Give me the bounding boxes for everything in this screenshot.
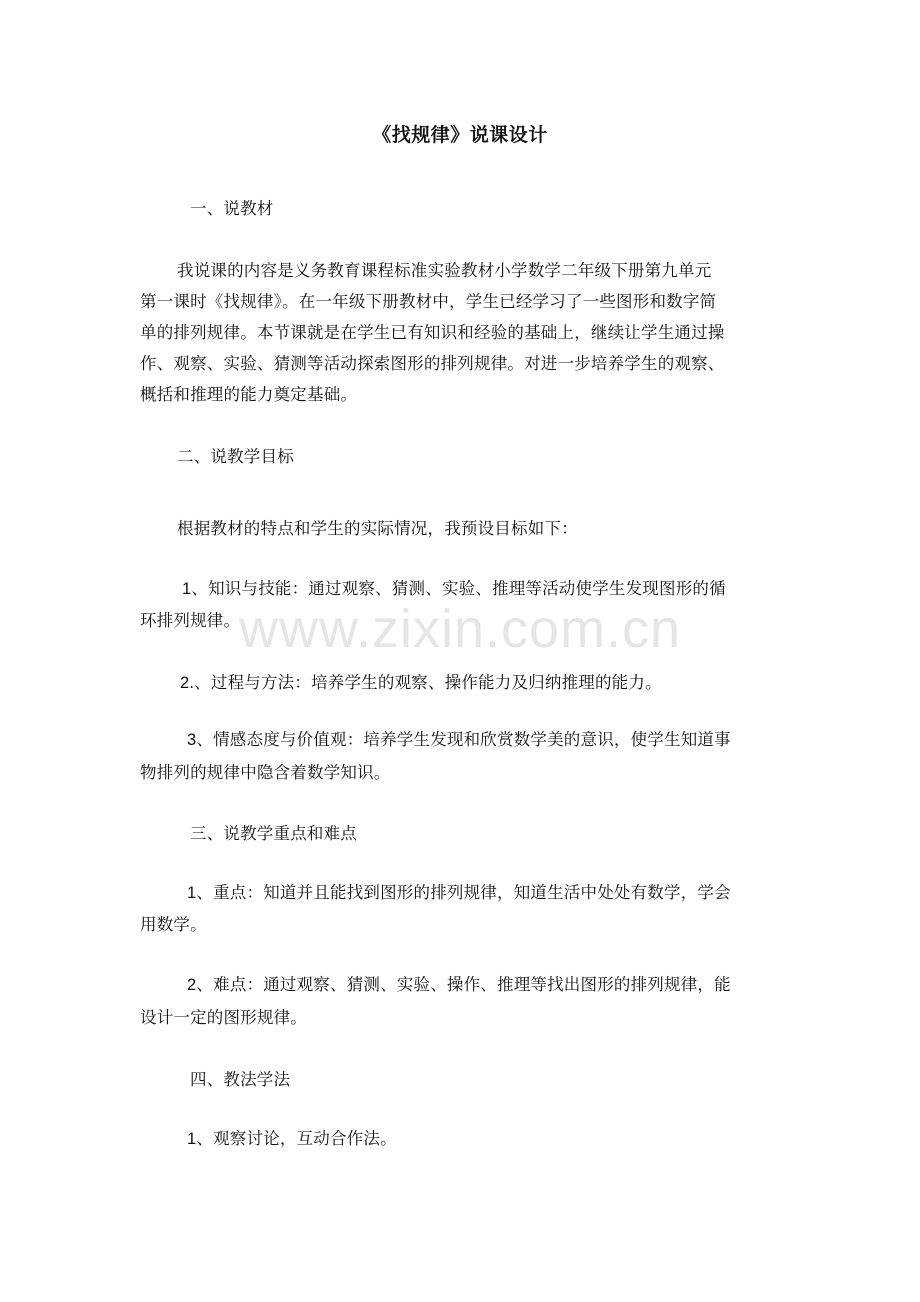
item-text: 、知识与技能：通过观察、猜测、实验、推理等活动使学生发现图形的循 bbox=[191, 579, 726, 598]
key-point-item-2 bbox=[187, 969, 731, 1001]
section-heading-key-points: 三、说教学重点和难点 bbox=[190, 824, 357, 843]
paragraph-line: 作、观察、实验、猜测等活动探索图形的排列规律。对进一步培养学生的观察、 bbox=[140, 354, 725, 373]
paragraph-line: 用数学。 bbox=[140, 915, 207, 934]
item-text: 、过程与方法：培养学生的观察、操作能力及归纳推理的能力。 bbox=[194, 673, 662, 692]
watermark: www.zixin.com.cn bbox=[238, 599, 682, 659]
objective-item-2 bbox=[180, 667, 662, 699]
item-number: 2 bbox=[187, 976, 197, 994]
document-title: 《找规律》说课设计 bbox=[372, 124, 548, 146]
item-number: 1 bbox=[187, 884, 197, 902]
objective-item-1 bbox=[182, 573, 726, 605]
method-item-1 bbox=[187, 1123, 397, 1155]
item-number: 3 bbox=[187, 731, 197, 749]
key-point-item-1 bbox=[187, 877, 731, 909]
item-text: 、情感态度与价值观：培养学生发现和欣赏数学美的意识，使学生知道事 bbox=[196, 730, 731, 749]
section-heading-textbook: 一、说教材 bbox=[190, 199, 274, 218]
item-text: 、观察讨论，互动合作法。 bbox=[196, 1129, 397, 1148]
paragraph-line: 单的排列规律。本节课就是在学生已有知识和经验的基础上，继续让学生通过操 bbox=[140, 323, 725, 342]
objectives-intro: 根据教材的特点和学生的实际情况，我预设目标如下： bbox=[177, 519, 578, 538]
section-heading-objectives: 二、说教学目标 bbox=[177, 447, 294, 466]
paragraph-line: 概括和推理的能力奠定基础。 bbox=[140, 385, 358, 404]
paragraph-line: 物排列的规律中隐含着数学知识。 bbox=[140, 763, 391, 782]
paragraph-line: 环排列规律。 bbox=[140, 611, 241, 630]
section-heading-methods: 四、教法学法 bbox=[190, 1070, 291, 1089]
item-text: 、重点：知道并且能找到图形的排列规律，知道生活中处处有数学，学会 bbox=[196, 883, 731, 902]
item-number: 1 bbox=[187, 1130, 197, 1148]
paragraph-line: 我说课的内容是义务教育课程标准实验教材小学数学二年级下册第九单元 bbox=[177, 261, 712, 280]
paragraph-line: 设计一定的图形规律。 bbox=[140, 1008, 307, 1027]
item-text: 、难点：通过观察、猜测、实验、操作、推理等找出图形的排列规律，能 bbox=[196, 975, 731, 994]
objective-item-3 bbox=[187, 724, 731, 756]
item-number: 1 bbox=[182, 580, 192, 598]
item-number: 2. bbox=[180, 674, 195, 692]
paragraph-line: 第一课时《找规律》。在一年级下册教材中，学生已经学习了一些图形和数字简 bbox=[140, 292, 717, 311]
